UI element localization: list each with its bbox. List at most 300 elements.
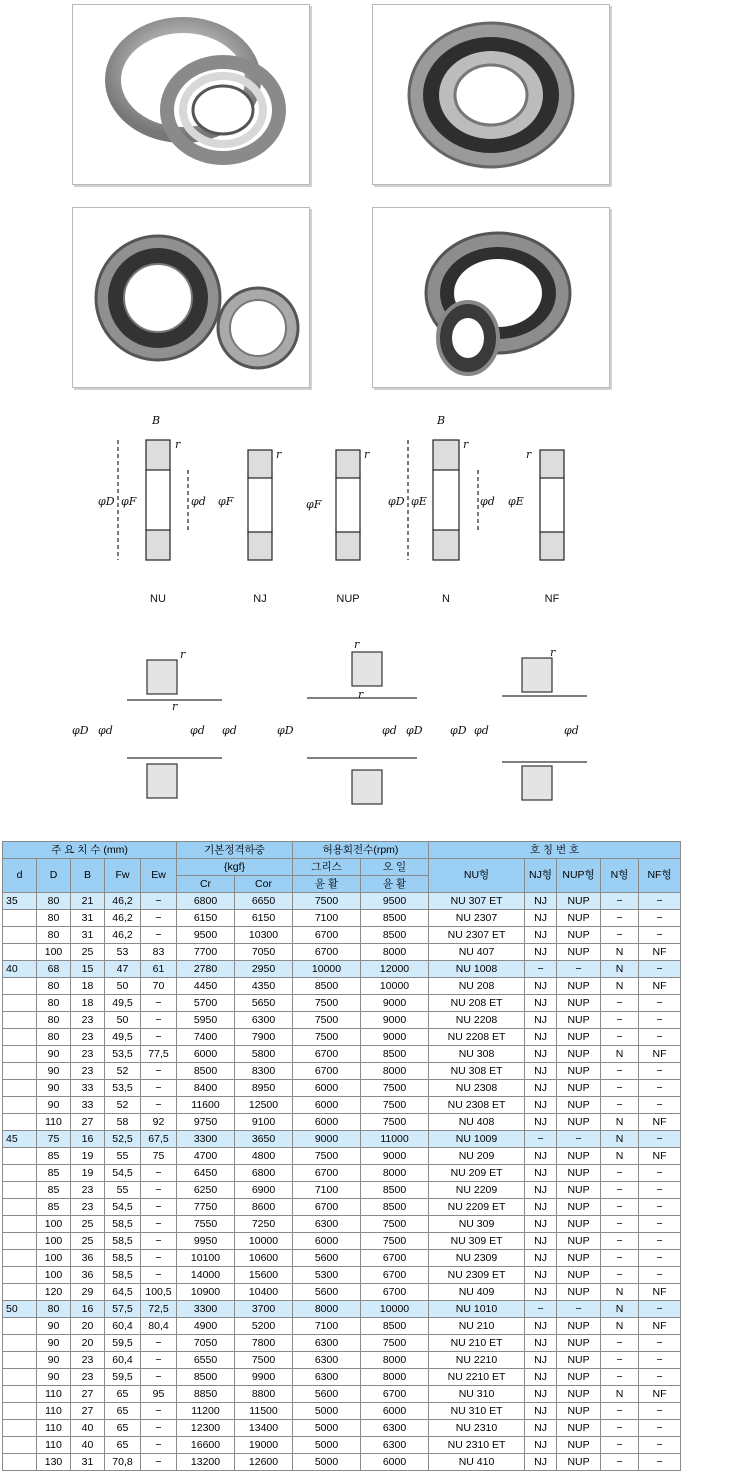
table-cell: 6800 [177,893,235,910]
table-cell: 60,4 [105,1318,141,1335]
table-cell: − [639,1216,681,1233]
table-row [3,1267,681,1284]
table-cell: 6700 [293,1046,361,1063]
table-cell: N [601,1114,639,1131]
table-cell: 6700 [293,927,361,944]
table-cell: 9500 [361,893,429,910]
label-r-n: r [463,438,469,451]
table-cell: − [601,1182,639,1199]
table-cell: N [601,1301,639,1318]
table-cell: 100 [37,1233,71,1250]
table-cell: N [601,1386,639,1403]
table-cell: 9000 [361,1012,429,1029]
table-cell: 10100 [177,1250,235,1267]
table-cell: 53 [105,944,141,961]
table-cell: NU 2208 [429,1012,525,1029]
table-cell: 8500 [177,1369,235,1386]
table-cell: 8500 [361,910,429,927]
table-cell: 80,4 [141,1318,177,1335]
table-cell: NU 2308 [429,1080,525,1097]
table-cell: − [601,1165,639,1182]
table-cell: NU 209 ET [429,1165,525,1182]
table-cell: 7500 [293,1029,361,1046]
table-cell: − [639,893,681,910]
table-cell: 6700 [293,1165,361,1182]
table-row [3,1148,681,1165]
hdr-nu: NU형 [429,859,525,893]
table-cell: NU 308 ET [429,1063,525,1080]
table-cell: NUP [557,1284,601,1301]
dim-B-nu: B [152,414,161,427]
table-cell: 5000 [293,1403,361,1420]
table-cell: NU 210 [429,1318,525,1335]
label-phiFw-nu: φF [121,495,137,508]
table-cell: 85 [37,1148,71,1165]
table-row [3,1250,681,1267]
table-cell: NU 2208 ET [429,1029,525,1046]
table-cell: 6650 [235,893,293,910]
table-cell: − [601,1199,639,1216]
table-cell: NU 2307 [429,910,525,927]
table-cell: 7500 [361,1335,429,1352]
table-cell: − [141,1182,177,1199]
table-cell: NUP [557,1063,601,1080]
table-cell: 8500 [361,1318,429,1335]
table-cell: 80 [37,1012,71,1029]
table-row [3,1284,681,1301]
table-cell: − [639,1063,681,1080]
table-cell [3,1250,37,1267]
table-cell: 6300 [293,1335,361,1352]
table-row [3,1131,681,1148]
table-cell: 8800 [235,1386,293,1403]
table-cell: 90 [37,1097,71,1114]
table-cell: − [601,1369,639,1386]
table-cell: NU 2310 ET [429,1437,525,1454]
table-cell: 4900 [177,1318,235,1335]
table-cell: NU 310 ET [429,1403,525,1420]
table-cell: NU 1008 [429,961,525,978]
label-r-nf: r [526,448,532,461]
table-cell: N [601,1148,639,1165]
table-cell: NUP [557,1029,601,1046]
table-cell: 6000 [293,1114,361,1131]
table-cell: 31 [71,927,105,944]
label-r-nu: r [175,438,181,451]
table-cell: NUP [557,1080,601,1097]
table-cell: − [639,1029,681,1046]
table-cell: N [601,1318,639,1335]
table-cell: 6150 [177,910,235,927]
table-cell: − [639,910,681,927]
table-cell: 5000 [293,1420,361,1437]
type-label-nf: NF [544,593,560,605]
table-cell [3,1386,37,1403]
table-cell: NJ [525,1284,557,1301]
table-cell: 7500 [235,1352,293,1369]
table-cell: NF [639,1386,681,1403]
table-cell: NJ [525,1352,557,1369]
table-cell: 11600 [177,1097,235,1114]
table-cell: 7550 [177,1216,235,1233]
table-cell: − [141,1335,177,1352]
table-cell: 7500 [293,995,361,1012]
label-phidd-3: φd [564,724,579,737]
table-cell: − [141,1369,177,1386]
table-cell: 70 [141,978,177,995]
table-cell: 80 [37,927,71,944]
table-row [3,1420,681,1437]
table-cell [3,1046,37,1063]
table-row [3,961,681,978]
table-cell: 7400 [177,1029,235,1046]
table-row [3,1216,681,1233]
table-cell: − [639,1335,681,1352]
table-row [3,1437,681,1454]
label-phiDa-1: φD [72,724,89,737]
table-cell: 15 [71,961,105,978]
table-cell: NJ [525,910,557,927]
table-cell: 19 [71,1165,105,1182]
table-cell: 12300 [177,1420,235,1437]
table-cell: NU 307 ET [429,893,525,910]
table-cell: 72,5 [141,1301,177,1318]
label-phiDa-3: φD [450,724,467,737]
table-cell: NJ [525,1080,557,1097]
table-cell: 15600 [235,1267,293,1284]
hdr-designation: 호 칭 번 호 [429,842,681,859]
table-cell: NJ [525,1046,557,1063]
table-cell: 46,2 [105,910,141,927]
table-cell: 59,5 [105,1369,141,1386]
table-cell: NU 209 [429,1148,525,1165]
table-cell: 8950 [235,1080,293,1097]
label-phida-2: φd [382,724,397,737]
table-cell: 100,5 [141,1284,177,1301]
table-cell: 58 [105,1114,141,1131]
table-cell: 25 [71,1233,105,1250]
table-cell: NUP [557,1454,601,1471]
table-cell: 6300 [293,1369,361,1386]
table-cell: 5950 [177,1012,235,1029]
table-cell: NJ [525,1454,557,1471]
table-cell: NU 1009 [429,1131,525,1148]
label-r-nup: r [364,448,370,461]
photo-ball-bearing [372,4,610,185]
table-cell: 11500 [235,1403,293,1420]
hdr-grease-1: 그리스 [293,859,361,876]
table-cell: NUP [557,1114,601,1131]
table-row [3,1318,681,1335]
table-cell: NJ [525,1114,557,1131]
table-cell: − [601,1216,639,1233]
table-cell: 6550 [177,1352,235,1369]
table-cell: 23 [71,1046,105,1063]
table-cell: 5000 [293,1454,361,1471]
table-cell: 6300 [361,1437,429,1454]
table-cell: 6300 [293,1216,361,1233]
table-cell: − [639,1301,681,1318]
label-phidb-1: φd [98,724,113,737]
label-phidc-1: φd [222,724,237,737]
table-cell: 18 [71,995,105,1012]
table-cell [3,1318,37,1335]
table-cell: NJ [525,1437,557,1454]
table-cell: 85 [37,1165,71,1182]
table-cell: 47 [105,961,141,978]
table-cell: 80 [37,893,71,910]
table-row [3,1233,681,1250]
hdr-B: B [71,859,105,893]
table-cell: NJ [525,1216,557,1233]
table-cell: NF [639,1284,681,1301]
table-cell: 9500 [177,927,235,944]
table-cell: 49,5 [105,1029,141,1046]
table-cell [3,1335,37,1352]
label-phiFw-nj: φF [218,495,234,508]
bearing-spec-table-wrap [2,841,680,1471]
table-cell [3,1080,37,1097]
table-cell: NJ [525,927,557,944]
table-cell: 10900 [177,1284,235,1301]
table-cell: − [639,1250,681,1267]
table-row [3,893,681,910]
table-cell: 10000 [361,978,429,995]
table-cell: 6700 [293,944,361,961]
table-cell: NUP [557,1437,601,1454]
table-cell: − [601,1267,639,1284]
table-cell: 25 [71,1216,105,1233]
table-cell: 3650 [235,1131,293,1148]
table-cell: NJ [525,1165,557,1182]
table-cell [3,1352,37,1369]
table-cell: 64,5 [105,1284,141,1301]
table-cell: 8500 [361,1046,429,1063]
table-cell: NUP [557,978,601,995]
label-ra-3: r [550,646,556,659]
hdr-load: 기본정격하중 [177,842,293,859]
table-cell: − [557,1131,601,1148]
table-cell: N [601,944,639,961]
table-cell: 27 [71,1386,105,1403]
table-cell: 6300 [293,1352,361,1369]
type-label-nj: NJ [253,593,267,605]
table-cell: 12000 [361,961,429,978]
table-cell: NJ [525,944,557,961]
table-row [3,927,681,944]
table-cell: 85 [37,1182,71,1199]
table-cell: − [141,1029,177,1046]
table-cell: 83 [141,944,177,961]
table-cell: 7500 [361,1216,429,1233]
label-rb-2: r [354,638,360,651]
table-cell: NU 208 ET [429,995,525,1012]
table-cell: − [141,1267,177,1284]
table-cell: 54,5 [105,1199,141,1216]
table-cell: 8000 [361,1369,429,1386]
table-cell: 5600 [293,1250,361,1267]
table-cell: 7100 [293,910,361,927]
table-cell: − [525,1301,557,1318]
table-cell: − [141,893,177,910]
table-cell: 6900 [235,1182,293,1199]
table-cell: 9900 [235,1369,293,1386]
table-cell: 12500 [235,1097,293,1114]
table-cell: 6700 [293,1199,361,1216]
table-cell: NF [639,1046,681,1063]
table-cell: 80 [37,1301,71,1318]
table-cell: 4350 [235,978,293,995]
table-cell: NJ [525,1148,557,1165]
table-cell: NJ [525,1250,557,1267]
table-cell: NU 308 [429,1046,525,1063]
table-cell [3,1437,37,1454]
table-cell: 58,5 [105,1267,141,1284]
table-cell: 75 [141,1148,177,1165]
table-cell: NUP [557,1182,601,1199]
table-cell: − [601,1063,639,1080]
table-cell: 52,5 [105,1131,141,1148]
table-cell: N [601,1131,639,1148]
table-cell: 16 [71,1301,105,1318]
table-cell: 16 [71,1131,105,1148]
table-cell [3,1420,37,1437]
table-cell: − [639,1352,681,1369]
table-cell: 110 [37,1420,71,1437]
hdr-oil-1: 오 일 [361,859,429,876]
table-cell: NUP [557,944,601,961]
table-cell: 3300 [177,1301,235,1318]
table-cell: NJ [525,1267,557,1284]
label-phiEw-n: φE [411,495,427,508]
table-cell: 6700 [361,1250,429,1267]
table-cell: 8000 [361,1165,429,1182]
table-cell [3,978,37,995]
table-row [3,1386,681,1403]
table-row [3,1114,681,1131]
table-cell: NUP [557,1165,601,1182]
table-cell [3,1165,37,1182]
table-cell: NJ [525,1318,557,1335]
table-cell: 50 [3,1301,37,1318]
table-cell [3,1029,37,1046]
table-cell: − [601,1335,639,1352]
table-cell: NF [639,1114,681,1131]
table-cell: 35 [3,893,37,910]
table-cell: 40 [71,1437,105,1454]
table-cell: 9950 [177,1233,235,1250]
table-cell: 8000 [361,1063,429,1080]
table-row [3,1046,681,1063]
table-row [3,1097,681,1114]
table-body [3,893,681,1471]
table-cell: 8500 [361,927,429,944]
hdr-d: d [3,859,37,893]
table-cell: − [601,1250,639,1267]
table-cell: 8000 [293,1301,361,1318]
table-cell: NU 409 [429,1284,525,1301]
label-phiDb-2: φD [277,724,294,737]
table-cell: 8500 [293,978,361,995]
table-cell: − [639,1369,681,1386]
table-cell: 46,2 [105,893,141,910]
table-cell: − [141,1063,177,1080]
table-cell: NU 1010 [429,1301,525,1318]
table-row [3,1199,681,1216]
table-cell: − [601,1097,639,1114]
table-cell [3,1012,37,1029]
table-cell: NU 2210 [429,1352,525,1369]
table-cell: NUP [557,1420,601,1437]
hdr-speed: 허용회전수(rpm) [293,842,429,859]
table-cell: 52 [105,1063,141,1080]
table-cell: NF [639,944,681,961]
table-cell: 27 [71,1114,105,1131]
label-phiD-n: φD [388,495,405,508]
table-row [3,1029,681,1046]
table-row [3,978,681,995]
table-cell: 58,5 [105,1250,141,1267]
table-cell [3,1182,37,1199]
table-cell: 31 [71,910,105,927]
table-cell: NJ [525,1386,557,1403]
table-cell: − [601,1012,639,1029]
table-cell: − [141,1437,177,1454]
table-cell: NUP [557,1250,601,1267]
table-cell: 4450 [177,978,235,995]
hdr-oil-2: 윤 활 [361,876,429,893]
table-cell: NUP [557,1352,601,1369]
table-cell: 7500 [293,893,361,910]
table-cell: 90 [37,1335,71,1352]
table-cell: 13400 [235,1420,293,1437]
table-cell: 31 [71,1454,105,1471]
table-cell: NJ [525,1403,557,1420]
label-phid-nu: φd [191,495,206,508]
table-cell: − [639,1233,681,1250]
hdr-cr: Cr [177,876,235,893]
table-cell: 80 [37,910,71,927]
table-cell: 100 [37,944,71,961]
table-cell: 55 [105,1148,141,1165]
table-row [3,1080,681,1097]
table-cell: NJ [525,1097,557,1114]
table-cell: − [141,1454,177,1471]
table-cell: 16600 [177,1437,235,1454]
table-cell: 8500 [177,1063,235,1080]
table-cell: − [639,1182,681,1199]
table-row [3,944,681,961]
table-cell: 10600 [235,1250,293,1267]
table-cell: − [639,1012,681,1029]
hdr-Ew: Ew [141,859,177,893]
table-cell: 10300 [235,927,293,944]
table-cell: − [525,1131,557,1148]
table-cell: − [601,1454,639,1471]
table-row [3,1352,681,1369]
table-cell: 40 [3,961,37,978]
table-cell: − [601,1403,639,1420]
table-cell: 5650 [235,995,293,1012]
label-phidb-1b: φd [190,724,205,737]
table-cell: NF [639,978,681,995]
table-cell: − [557,1301,601,1318]
hdr-nf: NF형 [639,859,681,893]
table-cell [3,1216,37,1233]
table-cell: NUP [557,1318,601,1335]
table-cell: − [639,961,681,978]
table-cell: 50 [105,978,141,995]
